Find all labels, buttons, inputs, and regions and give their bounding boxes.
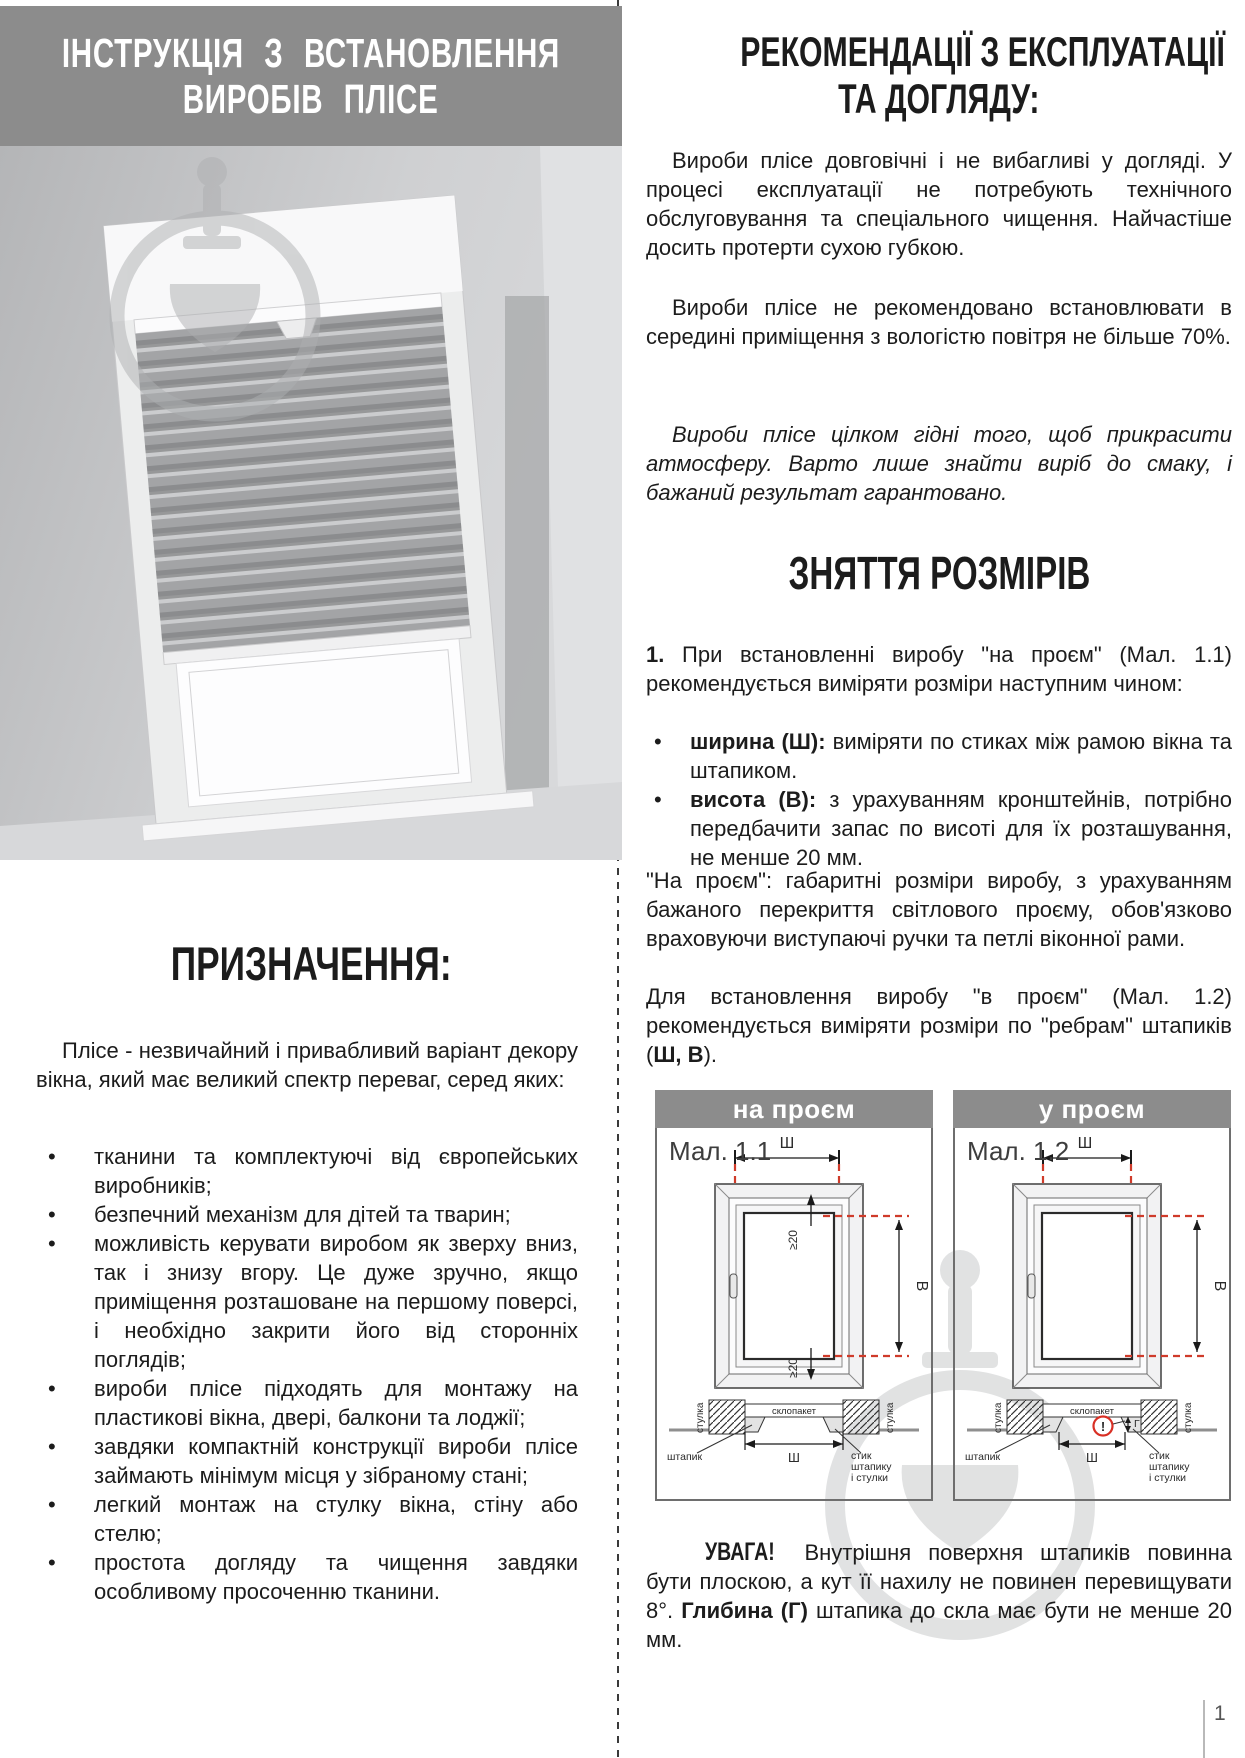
list-item: • легкий монтаж на стулку вікна, стіну або стелю; [36,1490,578,1548]
section-width-label: Ш [1086,1450,1098,1465]
width-term: ширина (Ш): [690,729,826,754]
title-line1: ІНСТРУКЦІЯ З ВСТАНОВЛЕННЯ [61,30,561,76]
list-item: • вироби плісе підходять для монтажу на пластикові вікна, двері, балкони та лоджії; [36,1374,578,1432]
figure-panel-na-proem [655,1090,933,1501]
list-item: • можливість керувати виробом як зверху вниз, так і знизу вгору. Це дуже зручно, якщо приміщення розташоване на першому поверсі, і необхідно закрити його від сторонніх поглядів; [36,1229,578,1374]
depth-label: Г [1134,1418,1140,1430]
title-banner [0,6,622,146]
purpose-heading-text: ПРИЗНАЧЕННЯ: [170,937,452,990]
care-heading [646,28,1232,122]
glazing-label: склопакет [1070,1406,1114,1417]
purpose-heading [0,936,622,991]
v-proem-end: ). [703,1042,718,1067]
section-width-label: Ш [788,1450,800,1465]
measuring-heading [646,546,1232,600]
attention-paragraph [646,1538,1232,1654]
joint-label-3: і стулки [1149,1472,1187,1484]
attention-text-1: Внутрішня поверхня штапиків повинна бути плоскою, а кут її нахилу не повинен перевищувати 8°. [646,1540,1232,1623]
title-line2: ВИРОБІВ ПЛІСЕ [183,76,439,122]
joint-label-1: стик [1149,1450,1170,1462]
window-handle [730,1274,737,1298]
v-proem-text: Для встановлення виробу "в проєм" (Мал. 1.2) рекомендується виміряти розміри по "ребрам" штапиків ( [646,984,1232,1067]
list-item: • завдяки компактній конструкції вироби плісе займають мінімум місця у зібраному стані; [36,1432,578,1490]
joint-label-1: стик [851,1450,872,1462]
width-label: Ш [1077,1135,1093,1152]
window-handle [1028,1274,1035,1298]
bead-label: штапик [965,1451,1001,1463]
bead-label: штапик [667,1451,703,1463]
purpose-list [36,1142,578,1606]
attention-bold: Глибина (Г) [681,1598,808,1623]
sash-label-left: стулка [993,1402,1004,1433]
attention-label: УВАГА! [704,1538,775,1566]
figure2-diagram [955,1128,1229,1499]
joint-label-2: штапику [1149,1461,1190,1473]
figure1-diagram [657,1128,931,1499]
care-heading-line2: ТА ДОГЛЯДУ: [838,75,1040,122]
min-gap-top-label: ≥20 [786,1230,800,1250]
v-proem-bold: Ш, В [653,1042,704,1067]
figure1-body [655,1128,933,1501]
page-number: 1 [1214,1702,1226,1725]
width-label: Ш [779,1135,795,1152]
sash-label-left: стулка [695,1402,706,1433]
warning-mark: ! [1100,1419,1106,1434]
care-paragraph-2: Вироби плісе не рекомендовано встановлювати в середині приміщення з вологістю повітря не більше 70%. [646,295,1232,349]
figure2-caption: Мал. 1.2 [967,1136,1070,1166]
step-text: При встановленні виробу "на проєм" (Мал. 1.1) рекомендується виміряти розміри наступним чином: [646,642,1232,696]
height-term: висота (В): [690,787,817,812]
figure1-header: на проєм [655,1090,933,1128]
step-number: 1. [646,642,665,667]
min-gap-bottom-label: ≥20 [786,1358,800,1378]
window-blind-illustration [0,146,622,860]
care-paragraph-3: Вироби плісе цілком гідні того, щоб прикрасити атмосферу. Варто лише знайти виріб до смаку, і бажаний результат гарантовано. [646,422,1232,505]
figure2-body [953,1128,1231,1501]
v-proem-paragraph [646,982,1232,1069]
product-photo [0,146,622,860]
na-proem-paragraph: "На проєм": габаритні розміри виробу, з урахуванням бажаного перекриття світлового проєму, обов'язково враховуючи виступаючі ручки та петлі віконної рами. [646,868,1232,951]
height-label: В [913,1280,930,1292]
purpose-intro: Плісе - незвичайний і привабливий варіант декору вікна, який має великий спектр переваг, серед яких: [36,1038,578,1092]
measuring-heading-text: ЗНЯТТЯ РОЗМІРІВ [788,547,1090,599]
width-text: виміряти по стиках між рамою вікна та штапиком. [690,729,1232,783]
list-item: • тканини та комплектуючі від європейських виробників; [36,1142,578,1200]
list-item-width [646,727,1232,785]
care-paragraph-1: Вироби плісе довговічні і не вибагливі у догляді. У процесі експлуатації не потребують технічного обслуговування та спеціального чищення. Найчастіше досить протерти сухою губкою. [646,148,1232,260]
care-heading-line1: РЕКОМЕНДАЦІЇ З ЕКСПЛУАТАЦІЇ [740,28,1225,75]
attention-text-2: штапика до скла має бути не менше 20 мм. [646,1598,1232,1652]
figure2-header: у проєм [953,1090,1231,1128]
figures-row [655,1090,1231,1501]
list-item-height [646,785,1232,872]
joint-label-2: штапику [851,1461,892,1473]
height-text: з урахуванням кронштейнів, потрібно передбачити запас по висоті для їх розташування, не менше 20 мм. [690,787,1232,870]
height-label: В [1211,1280,1228,1292]
sash-label-right: стулка [1183,1402,1194,1433]
page-number-divider [1203,1700,1205,1758]
measuring-list [646,727,1232,872]
figure1-caption: Мал. 1.1 [669,1136,772,1166]
list-item: • простота догляду та чищення завдяки особливому просоченню тканини. [36,1548,578,1606]
sash-label-right: стулка [885,1402,896,1433]
figure-panel-u-proem [953,1090,1231,1501]
joint-label-3: і стулки [851,1472,889,1484]
measuring-step1 [646,640,1232,698]
list-item: • безпечний механізм для дітей та тварин; [36,1200,578,1229]
glazing-label: склопакет [772,1406,816,1417]
